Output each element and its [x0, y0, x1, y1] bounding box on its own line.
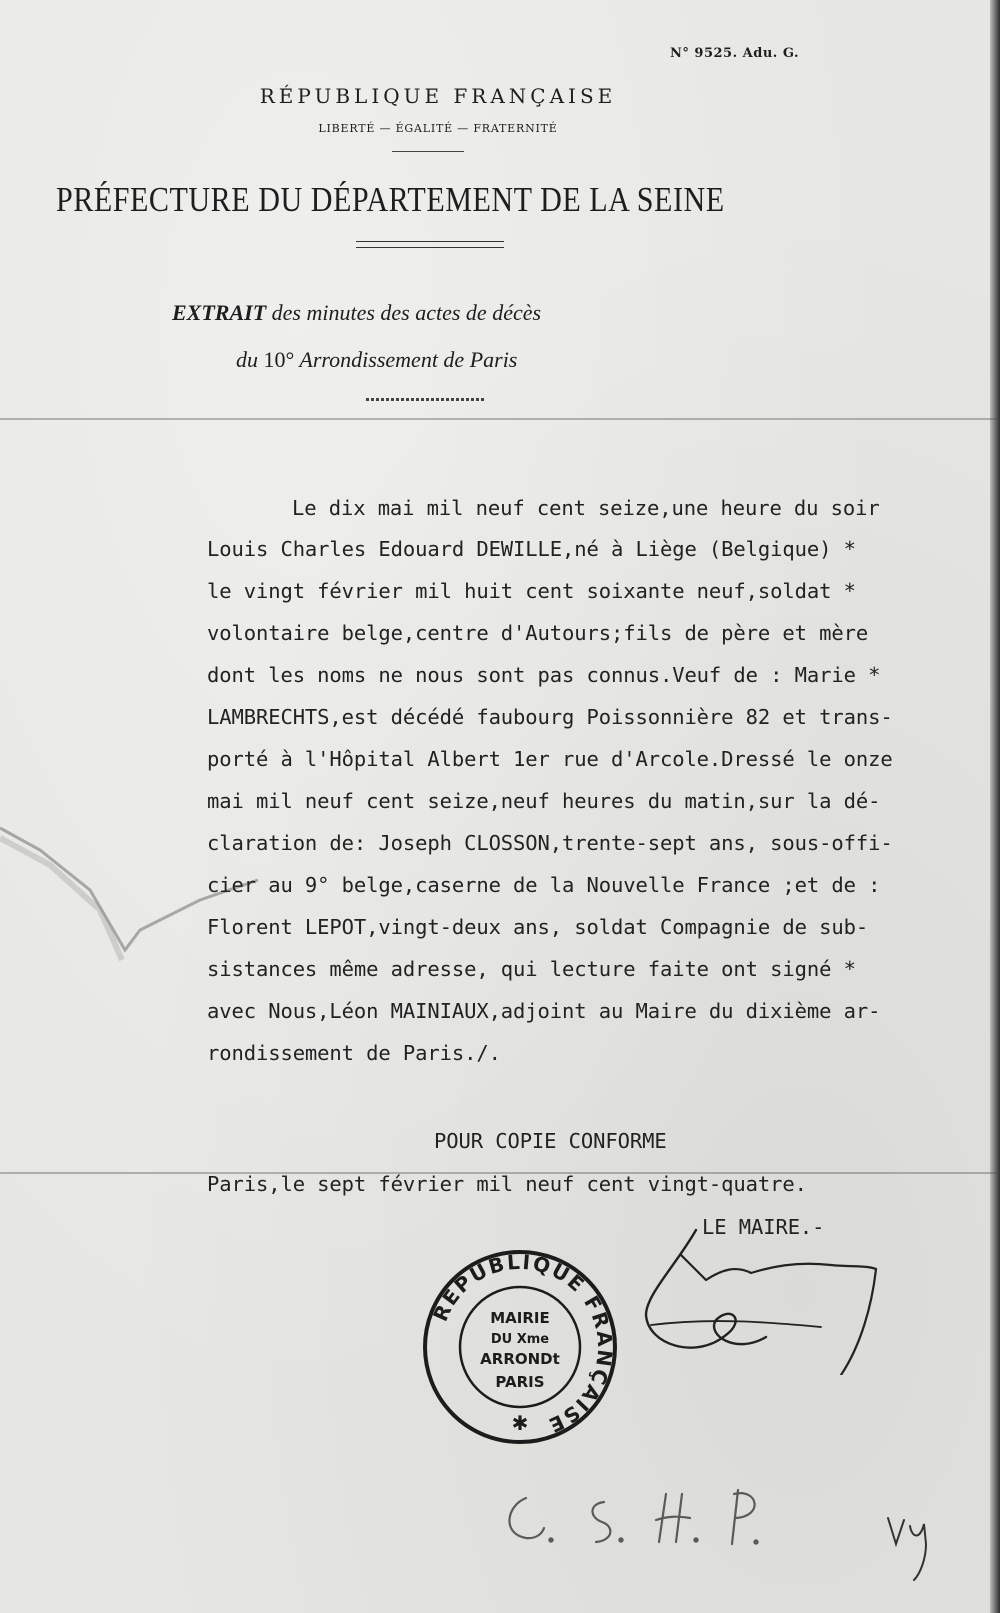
stamp-star-icon: ✱	[511, 1411, 529, 1435]
stamp-outer-text: RÉPUBLIQUE FRANÇAISE	[428, 1249, 618, 1439]
margin-handwritten-note	[880, 1504, 940, 1584]
body-line: mai mil neuf cent seize,neuf heures du matin,sur la dé-	[207, 789, 881, 813]
extract-divider	[366, 398, 484, 401]
mairie-seal-stamp	[420, 1247, 620, 1447]
body-line: avec Nous,Léon MAINIAUX,adjoint au Maire du dixième ar-	[207, 999, 881, 1023]
stamp-line: ARRONDt	[480, 1350, 560, 1368]
prefecture-title: PRÉFECTURE DU DÉPARTEMENT DE LA SEINE	[56, 180, 725, 219]
republic-title: RÉPUBLIQUE FRANÇAISE	[259, 84, 617, 108]
body-line: rondissement de Paris./.	[207, 1041, 501, 1065]
signatory-title: LE MAIRE.-	[702, 1215, 825, 1239]
body-line: le vingt février mil huit cent soixante neuf,soldat *	[207, 579, 856, 603]
body-line: volontaire belge,centre d'Autours;fils de père et mère	[207, 621, 869, 645]
mayor-signature	[636, 1225, 936, 1375]
stamp-line: MAIRIE	[490, 1309, 550, 1327]
extract-heading	[172, 300, 541, 326]
handwritten-initials	[496, 1476, 786, 1556]
title-double-rule	[356, 241, 504, 248]
body-line: claration de: Joseph CLOSSON,trente-sept ans, sous-offi-	[207, 831, 893, 855]
body-line: sistances même adresse, qui lecture faite ont signé *	[207, 957, 856, 981]
body-line: cier au 9° belge,caserne de la Nouvelle France ;et de :	[207, 873, 881, 897]
extract-heading-rest: des minutes des actes de décès	[266, 300, 542, 325]
extract-line2-post: Arrondissement de Paris	[294, 347, 518, 372]
extract-arrondissement	[236, 347, 517, 373]
body-line: Le dix mai mil neuf cent seize,une heure du soir	[292, 496, 880, 520]
certification-place-date: Paris,le sept février mil neuf cent vingt-quatre.	[207, 1172, 807, 1196]
certification-heading: POUR COPIE CONFORME	[434, 1129, 667, 1153]
extract-lead: EXTRAIT	[172, 300, 267, 325]
body-line: dont les noms ne nous sont pas connus.Veuf de : Marie *	[207, 663, 881, 687]
body-line: porté à l'Hôpital Albert 1er rue d'Arcole.Dressé le onze	[207, 747, 893, 771]
arrondissement-number: 10°	[263, 347, 295, 372]
body-line: Florent LEPOT,vingt-deux ans, soldat Compagnie de sub-	[207, 915, 869, 939]
republic-motto: LIBERTÉ — ÉGALITÉ — FRATERNITÉ	[318, 122, 558, 135]
page-edge-shadow	[990, 0, 1000, 1613]
stamp-line: DU Xme	[490, 1332, 550, 1347]
header-divider	[392, 151, 464, 152]
body-line: Louis Charles Edouard DEWILLE,né à Liège (Belgique) *	[207, 537, 856, 561]
reference-number: N° 9525. Adu. G.	[670, 46, 799, 61]
paper-fold-line	[0, 418, 1000, 420]
body-line: LAMBRECHTS,est décédé faubourg Poissonnière 82 et trans-	[207, 705, 893, 729]
stamp-line: PARIS	[495, 1373, 545, 1391]
extract-line2-pre: du	[236, 347, 264, 372]
